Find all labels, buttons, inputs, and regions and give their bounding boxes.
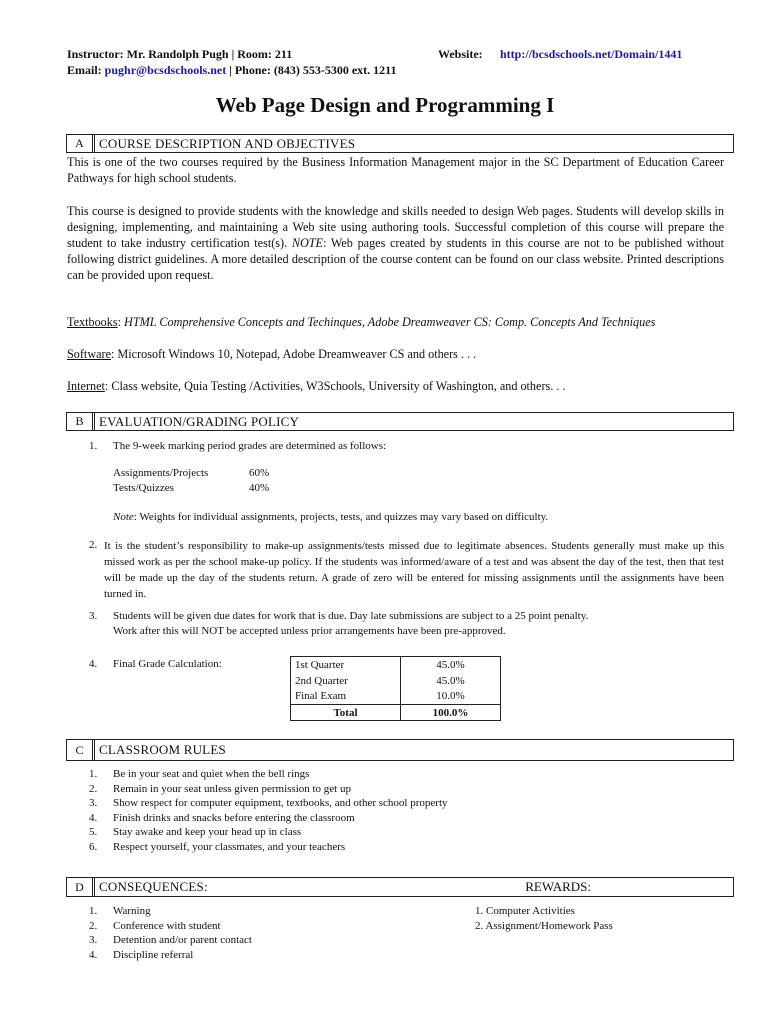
- rule-text: Show respect for computer equipment, textbooks, and other school property: [113, 797, 448, 809]
- item-text: Final Grade Calculation:: [113, 658, 222, 670]
- rule-text: Respect yourself, your classmates, and your teachers: [113, 840, 346, 853]
- instructor-line: Instructor: Mr. Randolph Pugh | Room: 211: [67, 47, 293, 61]
- rule-text: Finish drinks and snacks before entering the classroom: [113, 811, 355, 824]
- email-label: Email:: [67, 63, 102, 77]
- grade-label: 2nd Quarter: [291, 673, 401, 689]
- note-label: NOTE: [291, 236, 323, 250]
- consequence-number: 3.: [89, 934, 98, 946]
- section-c-header: [66, 739, 734, 761]
- consequence-text: Warning: [113, 905, 151, 917]
- rule-text: Remain in your seat unless given permission to get up: [113, 782, 351, 795]
- para2-text: This course is designed to provide students with the knowledge and skills needed to design Web pages. Students will develop skills in designing, implementing, and maintaining a Web site using authoring tools. Successful completion of this course will prepare the student to take industry certification test(s).: [67, 204, 724, 250]
- table-total-row: [291, 705, 501, 721]
- weight-value: 60%: [249, 467, 270, 479]
- rule-number: 2.: [89, 782, 98, 795]
- section-title: EVALUATION/GRADING POLICY: [99, 414, 300, 429]
- item-number: 3.: [89, 610, 98, 622]
- item-text: Students will be given due dates for work that is due. Day late submissions are subject to a 25 point penalty.: [113, 610, 589, 622]
- rule-text: Be in your seat and quiet when the bell rings: [113, 768, 310, 780]
- section-letter: D: [67, 878, 95, 896]
- section-letter: B: [67, 413, 95, 430]
- rule-number: 1.: [89, 768, 98, 780]
- section-b-header: [66, 412, 734, 431]
- grade-value: 10.0%: [436, 690, 465, 703]
- rule-number: 4.: [89, 811, 98, 824]
- textbooks-line: Textbooks: HTML Comprehensive Concepts and Techinques, Adobe Dreamweaver CS: Comp. Concepts And Techniques: [67, 315, 656, 329]
- item-number: 1.: [89, 440, 98, 452]
- textbooks-label: Textbooks: [67, 315, 118, 329]
- internet-line: [67, 379, 565, 394]
- rule-number: 3.: [89, 797, 98, 809]
- item-text: Work after this will NOT be accepted unless prior arrangements have been pre-approved.: [113, 625, 506, 637]
- weight-value: 40%: [249, 482, 270, 494]
- classroom-rules-list: [89, 768, 448, 855]
- textbooks-value: HTML Comprehensive Concepts and Techinques, Adobe Dreamweaver CS: Comp. Concepts And Techniques: [124, 315, 656, 329]
- grade-value: 45.0%: [436, 658, 465, 671]
- email-link[interactable]: pughr@bcsdschools.net: [104, 63, 227, 77]
- item-number: 2.: [89, 539, 98, 551]
- software-line: [67, 347, 476, 362]
- reward-text: 1. Computer Activities: [475, 905, 575, 917]
- weight-label: Tests/Quizzes: [113, 482, 174, 494]
- list-item: [89, 905, 252, 920]
- software-value: : Microsoft Windows 10, Notepad, Adobe Dreamweaver CS and others . . .: [111, 347, 477, 361]
- makeup-policy-text: It is the student’s responsibility to make-up assignments/tests missed due to legitimate absences. Students generally must make up this missed work as per the school make-up policy. If the students was informed/aware of a test and was absent the day of the test, then that test will be made up the day of the students return. A grade of zero will be entered for missing assignments until the assignments have been turned in.: [104, 540, 724, 600]
- list-item: [89, 812, 448, 827]
- grade-calculation-table: [290, 656, 501, 721]
- reward-text: 2. Assignment/Homework Pass: [475, 919, 613, 932]
- contact-line: [67, 63, 397, 78]
- website-label: Website:: [438, 47, 483, 61]
- grade-label: Final Exam: [291, 689, 401, 705]
- grade-label: 1st Quarter: [291, 657, 401, 673]
- note-text: : Weights for individual assignments, projects, tests, and quizzes may vary based on difficulty.: [133, 511, 549, 523]
- list-item: [475, 920, 613, 935]
- software-label: Software: [67, 347, 111, 361]
- table-row: [291, 689, 501, 705]
- section-letter: C: [67, 740, 95, 760]
- rewards-list: [475, 905, 613, 934]
- rule-number: 5.: [89, 826, 98, 838]
- course-paragraph-1: This is one of the two courses required by the Business Information Management major in the SC Department of Education Career Pathways for high school students.: [67, 155, 724, 185]
- list-item: [89, 797, 448, 812]
- list-item: [89, 949, 252, 964]
- table-row: [291, 657, 501, 673]
- note-label: Note: [113, 511, 134, 523]
- list-item: [89, 934, 252, 949]
- page-title: Web Page Design and Programming I: [215, 93, 555, 117]
- item-text: The 9-week marking period grades are determined as follows:: [113, 440, 387, 452]
- section-title: COURSE DESCRIPTION AND OBJECTIVES: [99, 136, 356, 151]
- consequence-text: Discipline referral: [113, 948, 194, 961]
- consequence-number: 2.: [89, 919, 98, 932]
- consequence-text: Detention and/or parent contact: [113, 934, 252, 946]
- total-value: 100.0%: [401, 705, 501, 721]
- list-item: [89, 826, 448, 841]
- grade-value: 45.0%: [436, 674, 465, 687]
- section-a-header: [66, 134, 734, 153]
- weights-note: [113, 511, 548, 523]
- internet-value: : Class website, Quia Testing /Activities, W3Schools, University of Washington, and others. . .: [104, 379, 566, 393]
- consequences-list: [89, 905, 252, 963]
- list-item: [89, 783, 448, 798]
- section-title: CONSEQUENCES:: [99, 879, 208, 894]
- course-paragraph-2: [67, 203, 724, 283]
- section-letter: A: [67, 135, 95, 152]
- list-item: [89, 768, 448, 783]
- item-number: 4.: [89, 658, 98, 670]
- weight-label: Assignments/Projects: [113, 467, 209, 479]
- para2-text-cont: : Web pages created by students in this course are not to be published without following district guidelines. A more detailed description of the course content can be found on our class website. Printed descriptions can be provided upon request.: [67, 236, 724, 282]
- consequence-number: 4.: [89, 948, 98, 961]
- list-item: [89, 920, 252, 935]
- consequence-number: 1.: [89, 905, 98, 917]
- internet-label: Internet: [67, 379, 105, 393]
- rewards-title: REWARDS:: [525, 879, 591, 894]
- consequence-text: Conference with student: [113, 919, 221, 932]
- section-title: CLASSROOM RULES: [99, 742, 226, 757]
- total-label: Total: [291, 705, 401, 721]
- rule-number: 6.: [89, 840, 98, 853]
- rule-text: Stay awake and keep your head up in class: [113, 826, 302, 838]
- section-d-header: [66, 877, 734, 897]
- table-row: [291, 673, 501, 689]
- website-link[interactable]: http://bcsdschools.net/Domain/1441: [500, 47, 683, 61]
- list-item: [89, 841, 448, 856]
- list-item: [475, 905, 613, 920]
- phone-text: | Phone: (843) 553-5300 ext. 1211: [226, 63, 397, 77]
